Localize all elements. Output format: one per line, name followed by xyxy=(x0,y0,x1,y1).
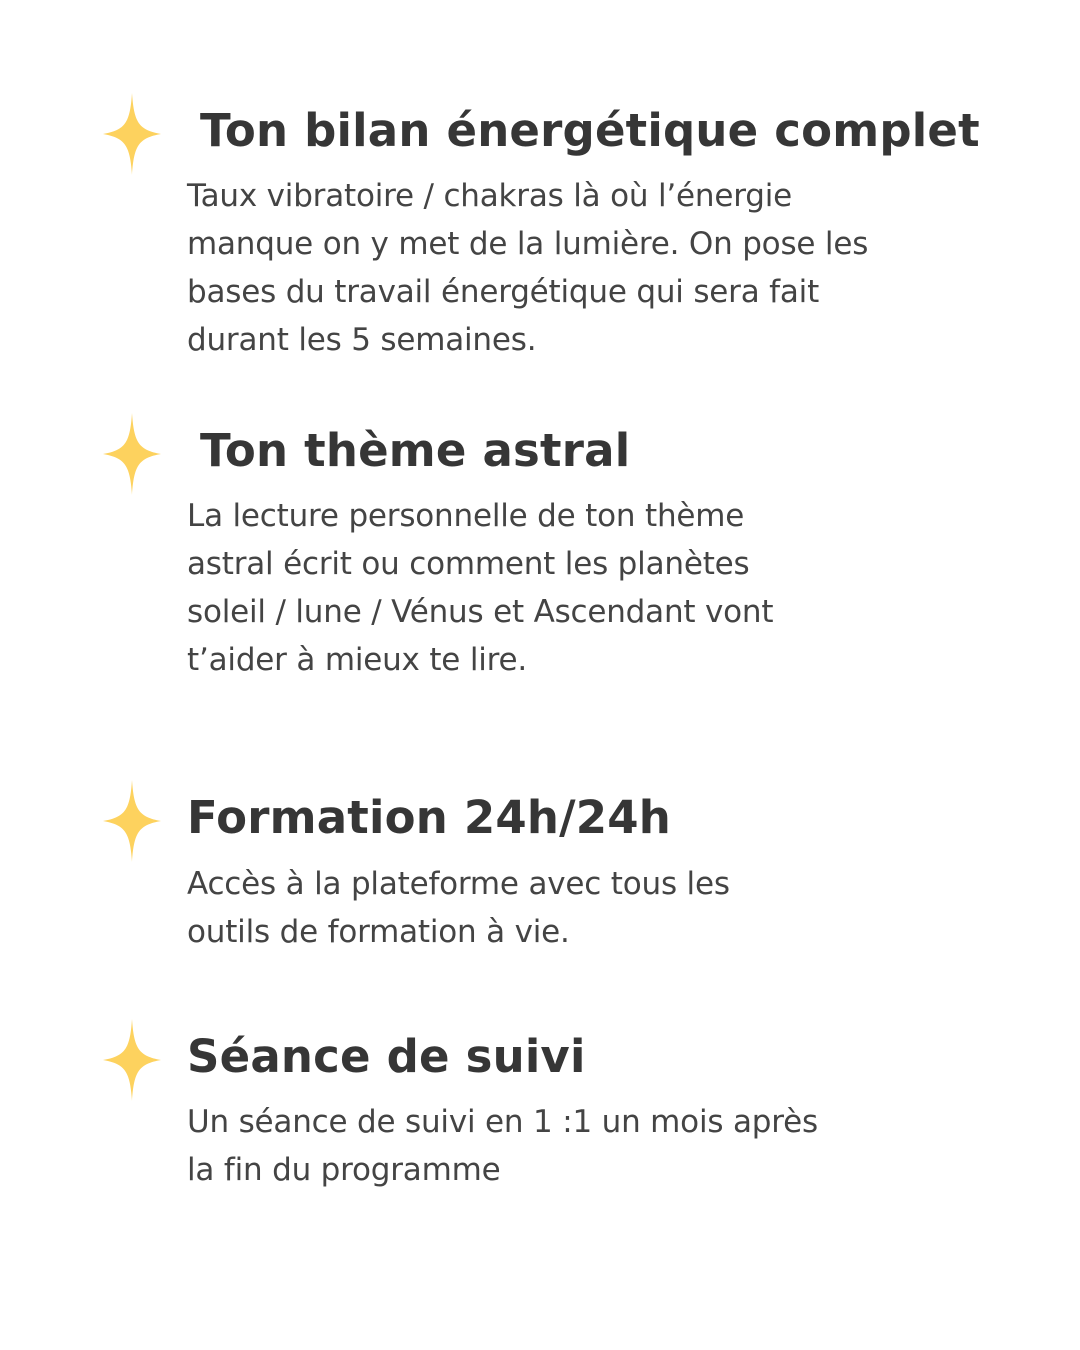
feature-title: Séance de suivi xyxy=(187,1030,586,1083)
feature-description xyxy=(187,1098,947,1194)
description-line: La lecture personnelle de ton thème xyxy=(187,498,745,534)
feature-description xyxy=(187,492,947,684)
description-line: durant les 5 semaines. xyxy=(187,322,537,358)
sparkle-icon xyxy=(103,93,161,175)
description-line: Taux vibratoire / chakras là où l’énergie xyxy=(187,178,792,214)
description-line: manque on y met de la lumière. On pose les xyxy=(187,226,869,262)
sparkle-icon xyxy=(103,1019,161,1101)
feature-title: Ton bilan énergétique complet xyxy=(200,104,980,157)
sparkle-icon xyxy=(103,413,161,495)
feature-title: Ton thème astral xyxy=(200,424,631,477)
description-line: bases du travail énergétique qui sera fait xyxy=(187,274,820,310)
feature-title: Formation 24h/24h xyxy=(187,791,671,844)
description-line: Un séance de suivi en 1 :1 un mois après xyxy=(187,1104,818,1140)
description-line: t’aider à mieux te lire. xyxy=(187,642,528,678)
description-line: astral écrit ou comment les planètes xyxy=(187,546,750,582)
description-line: la fin du programme xyxy=(187,1152,501,1188)
sparkle-icon xyxy=(103,780,161,862)
description-line: outils de formation à vie. xyxy=(187,914,570,950)
feature-description xyxy=(187,860,947,956)
description-line: soleil / lune / Vénus et Ascendant vont xyxy=(187,594,774,630)
feature-description xyxy=(187,172,947,364)
description-line: Accès à la plateforme avec tous les xyxy=(187,866,730,902)
